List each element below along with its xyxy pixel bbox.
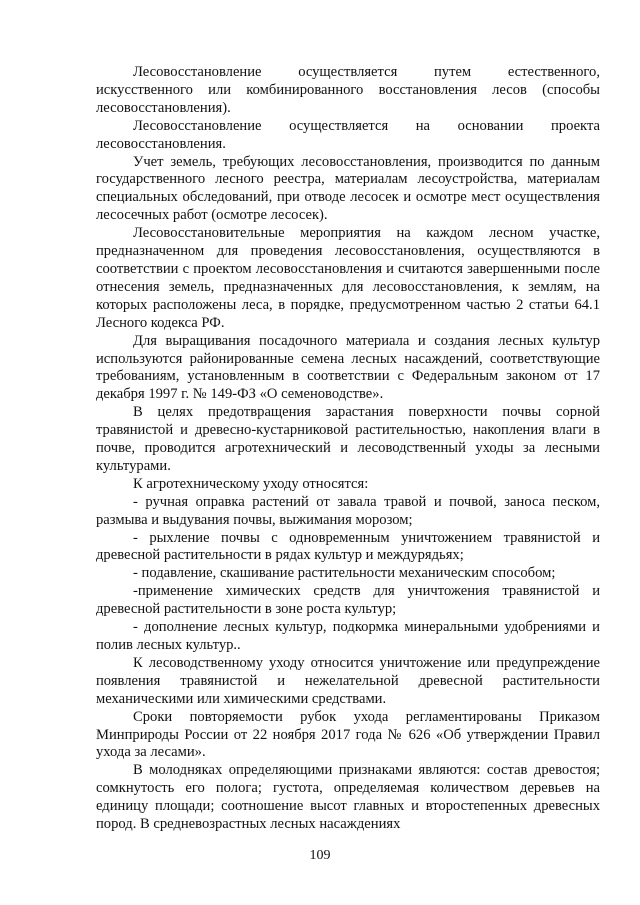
- paragraph-land-accounting: Учет земель, требующих лесовосстановления, производится по данным государственного лесного реестра, материалам лесоустройства, материалам специальных обследований, при отводе лесосек и осмотре мест осуществления лесосечных работ (осмотре лесосек).: [96, 153, 600, 224]
- paragraph-young-stands: В молодняках определяющими признаками являются: состав древостоя; сомкнутость его полога; густота, определяемая количеством деревьев на единицу площади; соотношение высот главных и второстепенных древесных пород. В средневозрастных лесных насаждениях: [96, 762, 600, 833]
- paragraph-reforestation-project: Лесовосстановление осуществляется на основании проекта лесовосстановления.: [96, 117, 600, 152]
- paragraph-reforestation-measures: Лесовосстановительные мероприятия на каждом лесном участке, предназначенном для проведения лесовосстановления, осуществляются в соответствии с проектом лесовосстановления и считаются завершенными после отнесения земель, предназначенных для лесовосстановления, к землям, на которых расположены леса, в порядке, предусмотренном частью 2 статьи 64.1 Лесного кодекса РФ.: [96, 225, 600, 331]
- list-item-mowing: - подавление, скашивание растительности механическим способом;: [133, 565, 556, 582]
- page-number: 109: [309, 848, 331, 863]
- body-text: [96, 64, 600, 834]
- paragraph-seed-requirements: Для выращивания посадочного материала и создания лесных культур используются районированные семена лесных насаждений, соответствующие требованиям, установленным в соответствии с Федеральным законом от 17 декабря 1997 г. № 149-ФЗ «О семеноводстве».: [96, 332, 600, 403]
- list-item-supplementing: - дополнение лесных культур, подкормка минеральными удобрениями и полив лесных культур..: [96, 619, 600, 653]
- paragraph-agrotechnical-intro: К агротехническому уходу относятся:: [133, 475, 369, 492]
- list-item-manual-straightening: - ручная оправка растений от завала травой и почвой, заноса песком, размыва и выдувания почвы, выжимания морозом;: [96, 493, 600, 528]
- paragraph-care-purpose: В целях предотвращения зарастания поверхности почвы сорной травянистой и древесно-кустарниковой растительностью, накопления влаги в почве, проводится агротехнический и лесоводственный уходы за лесными культурами.: [96, 404, 600, 474]
- list-item-soil-loosening: - рыхление почвы с одновременным уничтожением травянистой и древесной растительности в рядах культур и междурядьях;: [96, 529, 600, 564]
- paragraph-thinning-frequency: Сроки повторяемости рубок ухода регламентированы Приказом Минприроды России от 22 ноября 2017 года № 626 «Об утверждении Правил ухода за лесами».: [96, 708, 600, 761]
- paragraph-reforestation-methods: Лесовосстановление осуществляется путем естественного, искусственного или комбинированного восстановления лесов (способы лесовосстановления).: [96, 64, 600, 116]
- list-item-chemicals: -применение химических средств для уничтожения травянистой и древесной растительности в зоне роста культур;: [96, 583, 600, 618]
- paragraph-silvicultural-care: К лесоводственному уходу относится уничтожение или предупреждение появления травянистой и нежелательной древесной растительности механическими или химическими средствами.: [96, 654, 600, 707]
